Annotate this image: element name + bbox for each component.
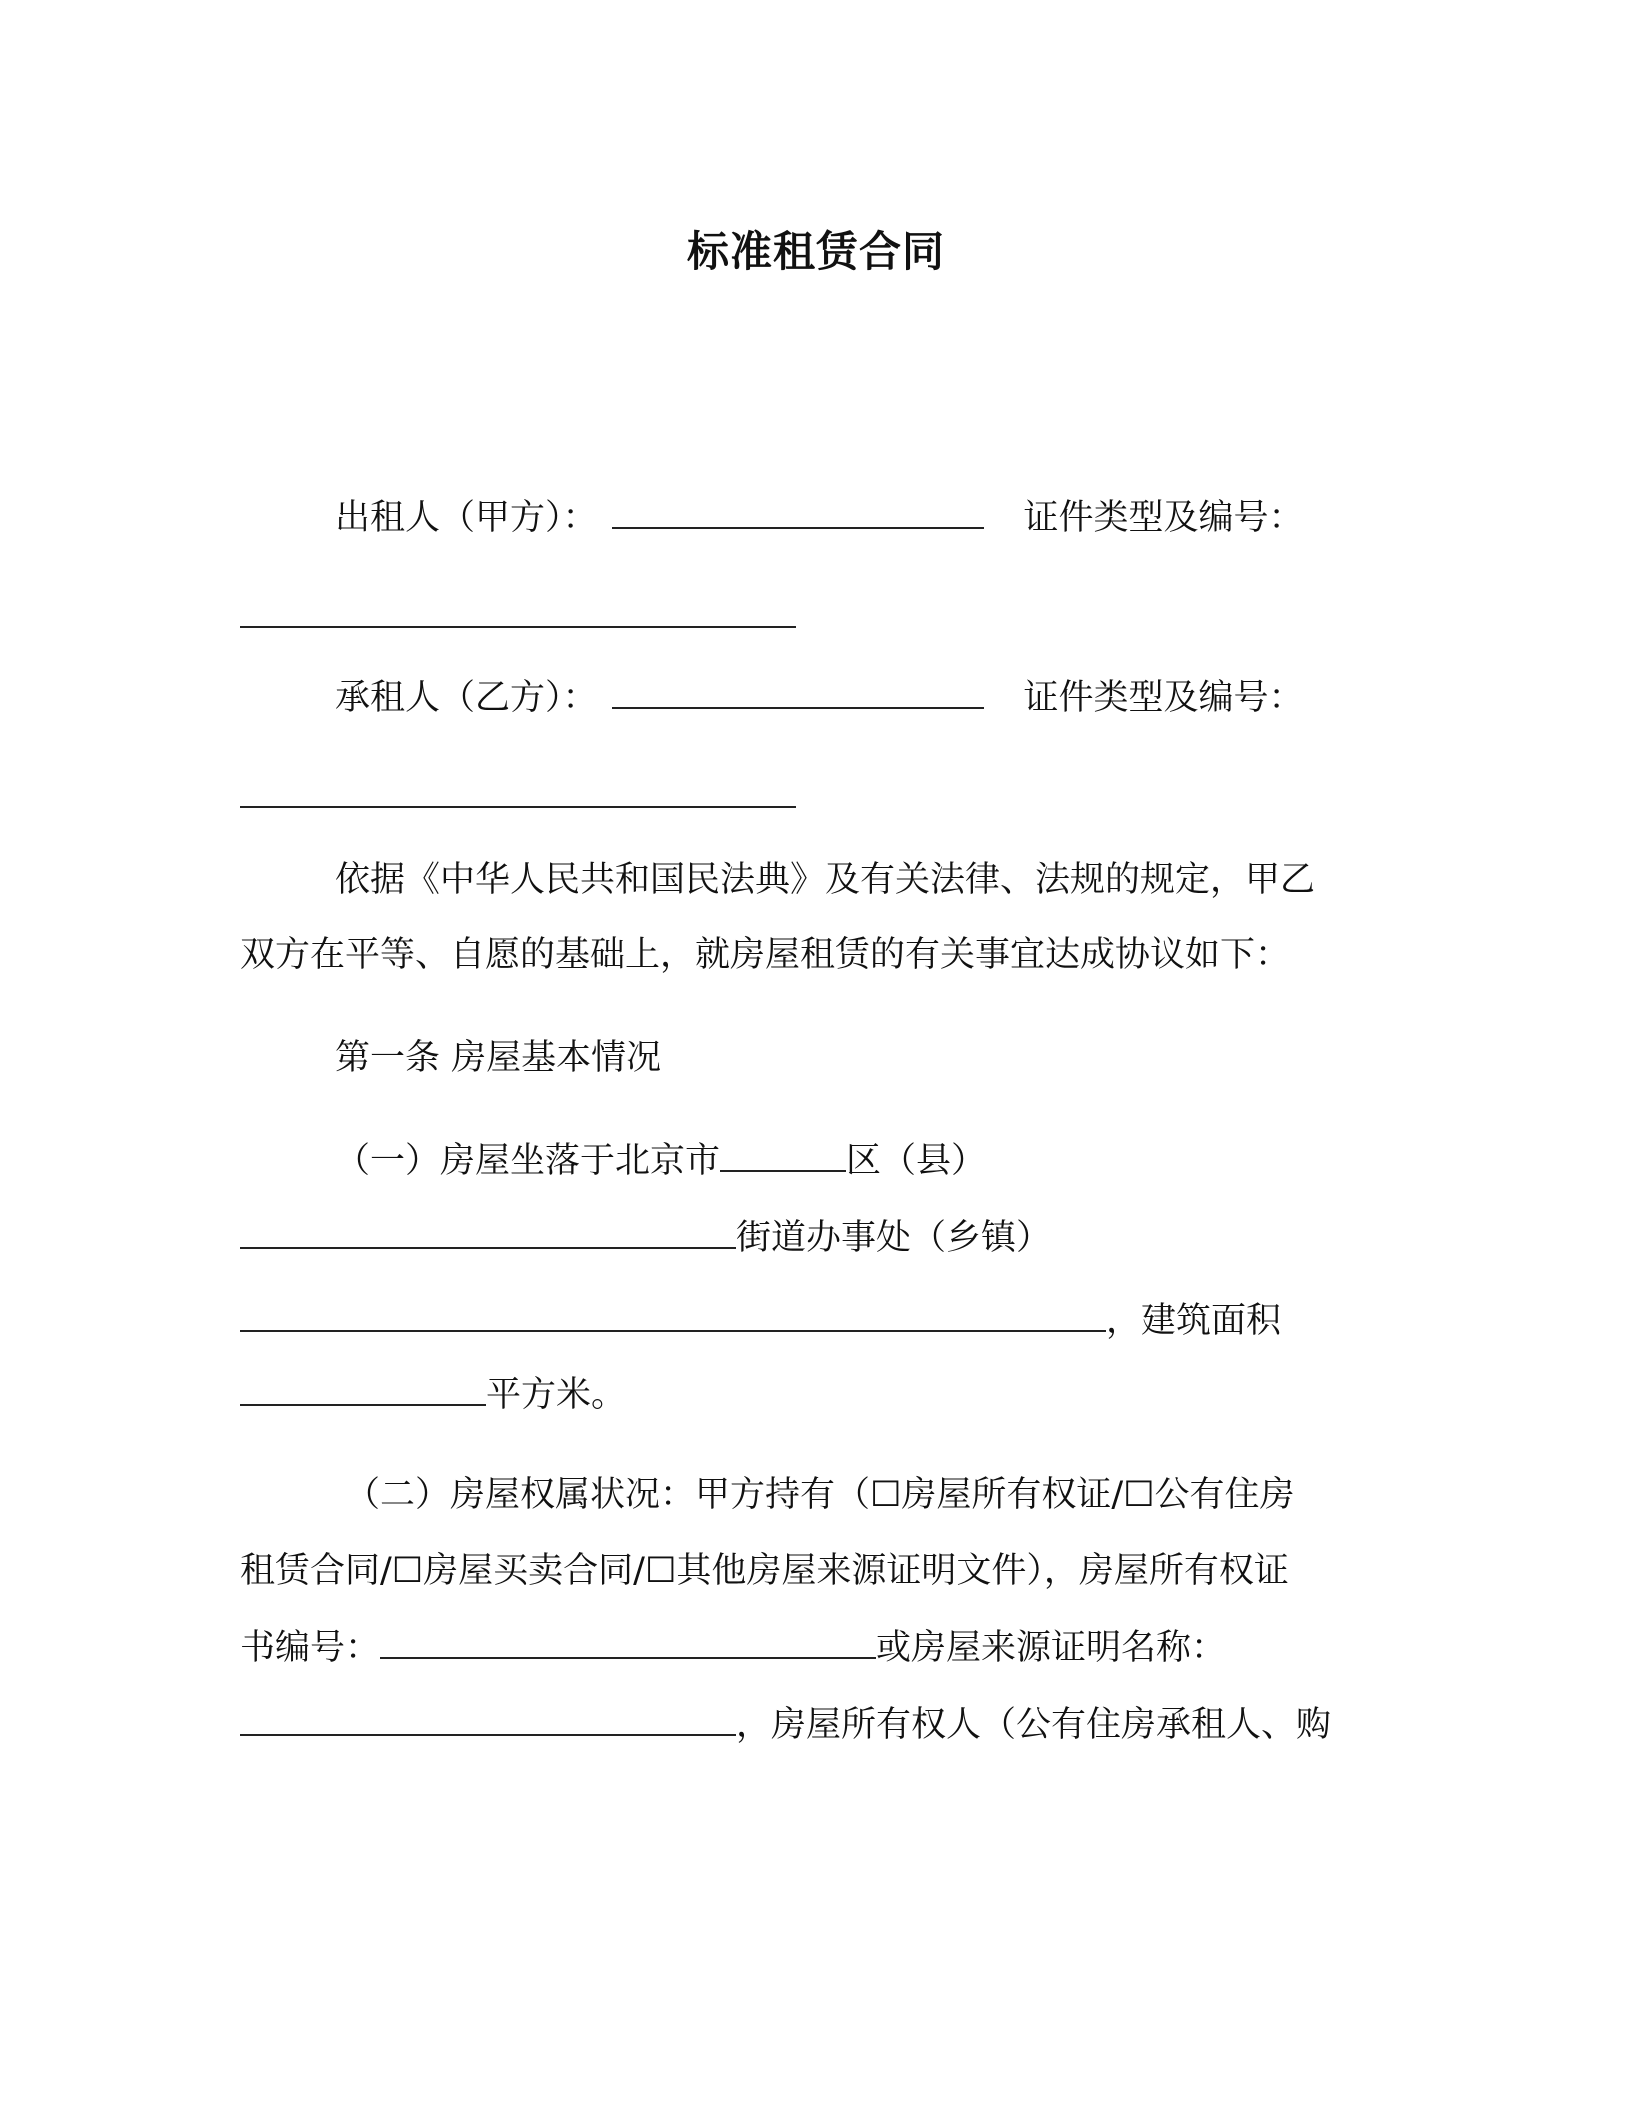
- item2-line-3: [240, 1623, 1226, 1673]
- area-blank[interactable]: [240, 1374, 486, 1406]
- item1-line-1: [335, 1136, 986, 1186]
- lessee-name-blank[interactable]: [612, 677, 984, 709]
- item1-unit-label: 平方米。: [486, 1375, 627, 1415]
- lessor-line: [335, 493, 1304, 543]
- item2-line-4: [240, 1700, 1331, 1750]
- item2-line-1: （二）房屋权属状况：甲方持有（☐房屋所有权证/☐公有住房: [345, 1475, 1295, 1515]
- lessee-line: [335, 673, 1304, 723]
- address-blank[interactable]: [240, 1300, 1106, 1332]
- item1-area-label: ，建筑面积: [1106, 1301, 1282, 1341]
- certificate-no-label: 书编号：: [240, 1628, 381, 1668]
- source-doc-blank[interactable]: [240, 1704, 736, 1736]
- item1-line-4: [240, 1370, 626, 1420]
- lessor-label: 出租人（甲方）：: [335, 498, 598, 538]
- source-doc-label: 或房屋来源证明名称：: [876, 1628, 1227, 1668]
- lessee-id-label: 证件类型及编号：: [1023, 678, 1304, 718]
- lessee-id-blank[interactable]: [240, 776, 796, 808]
- owner-label: ，房屋所有权人（公有住房承租人、购: [736, 1705, 1332, 1745]
- item2-line-2: 租赁合同/☐房屋买卖合同/☐其他房屋来源证明文件），房屋所有权证: [240, 1551, 1289, 1591]
- certificate-no-blank[interactable]: [380, 1627, 876, 1659]
- item1-line-2: [240, 1213, 1051, 1263]
- item1-location-label: （一）房屋坐落于北京市: [335, 1141, 721, 1181]
- preamble-line-1: 依据《中华人民共和国民法典》及有关法律、法规的规定，甲乙: [335, 860, 1316, 900]
- district-blank[interactable]: [720, 1140, 846, 1172]
- preamble-line-2: 双方在平等、自愿的基础上，就房屋租赁的有关事宜达成协议如下：: [240, 935, 1291, 975]
- lessee-label: 承租人（乙方）：: [335, 678, 598, 718]
- item1-district-label: 区（县）: [846, 1141, 987, 1181]
- lessor-id-blank[interactable]: [240, 596, 796, 628]
- item1-street-label: 街道办事处（乡镇）: [736, 1218, 1052, 1258]
- lessor-id-line: [240, 592, 796, 642]
- item1-line-3: [240, 1296, 1281, 1346]
- lessor-id-label: 证件类型及编号：: [1023, 498, 1304, 538]
- street-office-blank[interactable]: [240, 1217, 736, 1249]
- lessee-id-line: [240, 772, 796, 822]
- lessor-name-blank[interactable]: [612, 497, 984, 529]
- document-title: 标准租赁合同: [686, 227, 945, 276]
- article1-heading: 第一条 房屋基本情况: [335, 1038, 662, 1078]
